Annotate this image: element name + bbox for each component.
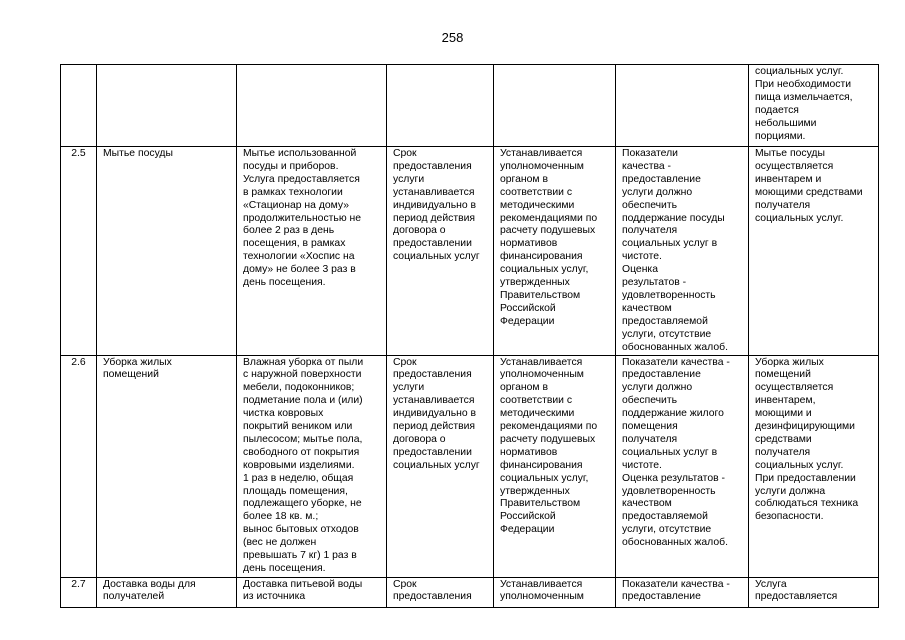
service-name-cell xyxy=(97,65,237,147)
services-table xyxy=(60,64,879,608)
service-name-cell: Мытье посуды xyxy=(97,147,237,356)
service-term-cell xyxy=(387,65,494,147)
service-conditions-cell: социальных услуг. При необходимости пища измельчается, подается небольшими порциями. xyxy=(749,65,879,147)
row-number-cell xyxy=(61,65,97,147)
service-standard-cell: Устанавливается уполномоченным органом в соответствии с методическими рекомендациями по расчету подушевых нормативов финансирования социальных услуг, утвержденных Правительством Российской Федерации xyxy=(494,355,616,577)
table-row xyxy=(61,577,879,607)
table-row xyxy=(61,147,879,356)
service-term-cell: Срок предоставления xyxy=(387,577,494,607)
row-number-cell: 2.6 xyxy=(61,355,97,577)
service-conditions-cell: Уборка жилых помещений осуществляется инвентарем, моющими и дезинфицирующими средствами получателя социальных услуг. При предоставлении услуги должна соблюдаться техника безопасности. xyxy=(749,355,879,577)
page-number: 258 xyxy=(441,30,464,45)
service-description-cell: Доставка питьевой воды из источника xyxy=(237,577,387,607)
service-conditions-cell: Мытье посуды осуществляется инвентарем и моющими средствами получателя социальных услуг. xyxy=(749,147,879,356)
row-number-cell: 2.7 xyxy=(61,577,97,607)
service-name-cell: Уборка жилых помещений xyxy=(97,355,237,577)
quality-indicators-cell: Показатели качества - предоставление услуги должно обеспечить поддержание посуды получателя социальных услуг в чистоте. Оценка результатов - удовлетворенность качеством предоставляемой услуги, отсутствие обоснованных жалоб. xyxy=(616,147,749,356)
service-standard-cell: Устанавливается уполномоченным органом в соответствии с методическими рекомендациями по расчету подушевых нормативов финансирования социальных услуг, утвержденных Правительством Российской Федерации xyxy=(494,147,616,356)
quality-indicators-cell: Показатели качества - предоставление услуги должно обеспечить поддержание жилого помещения получателя социальных услуг в чистоте. Оценка результатов - удовлетворенность качеством предоставляемой услуги, отсутствие обоснованных жалоб. xyxy=(616,355,749,577)
row-number-cell: 2.5 xyxy=(61,147,97,356)
service-conditions-cell: Услуга предоставляется xyxy=(749,577,879,607)
quality-indicators-cell xyxy=(616,65,749,147)
service-description-cell: Мытье использованной посуды и приборов. Услуга предоставляется в рамках технологии «Стационар на дому» продолжительностью не более 2 раз в день посещения, в рамках технологии «Хоспис на дому» не более 3 раз в день посещения. xyxy=(237,147,387,356)
service-name-cell: Доставка воды для получателей xyxy=(97,577,237,607)
service-description-cell xyxy=(237,65,387,147)
service-term-cell: Срок предоставления услуги устанавливается индивидуально в период действия договора о предоставлении социальных услуг xyxy=(387,355,494,577)
table-row xyxy=(61,355,879,577)
service-standard-cell xyxy=(494,65,616,147)
service-term-cell: Срок предоставления услуги устанавливается индивидуально в период действия договора о предоставлении социальных услуг xyxy=(387,147,494,356)
quality-indicators-cell: Показатели качества - предоставление xyxy=(616,577,749,607)
service-standard-cell: Устанавливается уполномоченным xyxy=(494,577,616,607)
service-description-cell: Влажная уборка от пыли с наружной поверхности мебели, подоконников; подметание пола и (или) чистка ковровых покрытий веником или пылесосом; мытье пола, свободного от покрытия ковровыми изделиями. 1 раз в неделю, общая площадь помещения, подлежащего уборке, не более 18 кв. м.; вынос бытовых отходов (вес не должен превышать 7 кг) 1 раз в день посещения. xyxy=(237,355,387,577)
table-row xyxy=(61,65,879,147)
